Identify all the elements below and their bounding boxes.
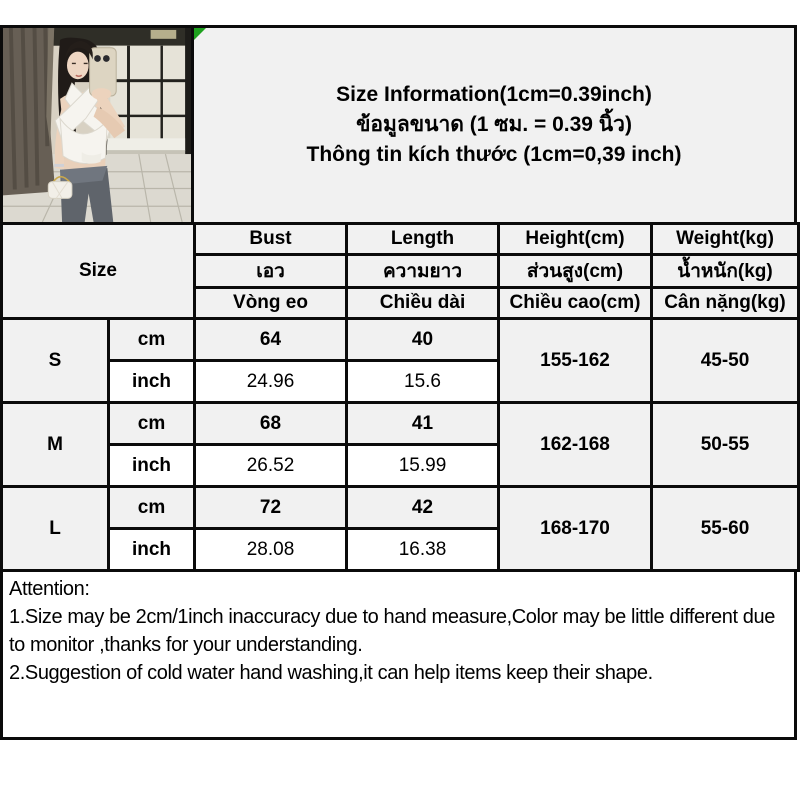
col-bust-en: Bust <box>195 224 347 255</box>
unit-inch: inch <box>109 445 195 487</box>
l-bust-inch: 28.08 <box>195 529 347 571</box>
l-length-inch: 16.38 <box>347 529 499 571</box>
attention-note-2: 2.Suggestion of cold water hand washing,it can help items keep their shape. <box>9 662 653 684</box>
unit-inch: inch <box>109 361 195 403</box>
col-weight-th: น้ำหนัก(kg) <box>652 255 799 288</box>
row-s-cm <box>2 319 799 361</box>
product-photo <box>3 28 194 222</box>
m-length-cm: 41 <box>347 403 499 445</box>
header-row-english <box>2 224 799 255</box>
col-height-th: ส่วนสูง(cm) <box>499 255 652 288</box>
header-section <box>0 25 797 222</box>
attention-note-1: 1.Size may be 2cm/1inch inaccuracy due to hand measure,Color may be little different due to monitor ,thanks for your understanding. <box>9 606 775 656</box>
l-weight-range: 55-60 <box>652 487 799 571</box>
col-length-th: ความยาว <box>347 255 499 288</box>
size-s-label: S <box>2 319 109 403</box>
s-length-inch: 15.6 <box>347 361 499 403</box>
s-bust-cm: 64 <box>195 319 347 361</box>
m-height-range: 162-168 <box>499 403 652 487</box>
title-block <box>194 28 794 222</box>
mirror-selfie-illustration <box>3 28 191 222</box>
title-thai: ข้อมูลขนาด (1 ซม. = 0.39 นิ้ว) <box>356 113 632 136</box>
unit-cm: cm <box>109 403 195 445</box>
m-length-inch: 15.99 <box>347 445 499 487</box>
m-weight-range: 50-55 <box>652 403 799 487</box>
size-info-sheet <box>0 25 797 740</box>
col-height-en: Height(cm) <box>499 224 652 255</box>
col-length-vi: Chiều dài <box>347 288 499 319</box>
size-m-label: M <box>2 403 109 487</box>
size-l-label: L <box>2 487 109 571</box>
s-length-cm: 40 <box>347 319 499 361</box>
row-m-cm <box>2 403 799 445</box>
attention-notes <box>0 569 797 740</box>
col-weight-en: Weight(kg) <box>652 224 799 255</box>
size-table <box>0 222 800 572</box>
unit-cm: cm <box>109 319 195 361</box>
size-header: Size <box>2 224 195 319</box>
title-vietnamese: Thông tin kích thước (1cm=0,39 inch) <box>306 143 682 166</box>
col-height-vi: Chiều cao(cm) <box>499 288 652 319</box>
col-weight-vi: Cân nặng(kg) <box>652 288 799 319</box>
s-weight-range: 45-50 <box>652 319 799 403</box>
col-bust-vi: Vòng eo <box>195 288 347 319</box>
m-bust-cm: 68 <box>195 403 347 445</box>
s-height-range: 155-162 <box>499 319 652 403</box>
l-height-range: 168-170 <box>499 487 652 571</box>
unit-inch: inch <box>109 529 195 571</box>
m-bust-inch: 26.52 <box>195 445 347 487</box>
title-english: Size Information(1cm=0.39inch) <box>336 83 652 106</box>
attention-heading: Attention: <box>9 578 90 600</box>
s-bust-inch: 24.96 <box>195 361 347 403</box>
green-corner-flag-icon <box>194 28 206 40</box>
col-length-en: Length <box>347 224 499 255</box>
col-bust-th: เอว <box>195 255 347 288</box>
unit-cm: cm <box>109 487 195 529</box>
row-l-cm <box>2 487 799 529</box>
l-bust-cm: 72 <box>195 487 347 529</box>
l-length-cm: 42 <box>347 487 499 529</box>
